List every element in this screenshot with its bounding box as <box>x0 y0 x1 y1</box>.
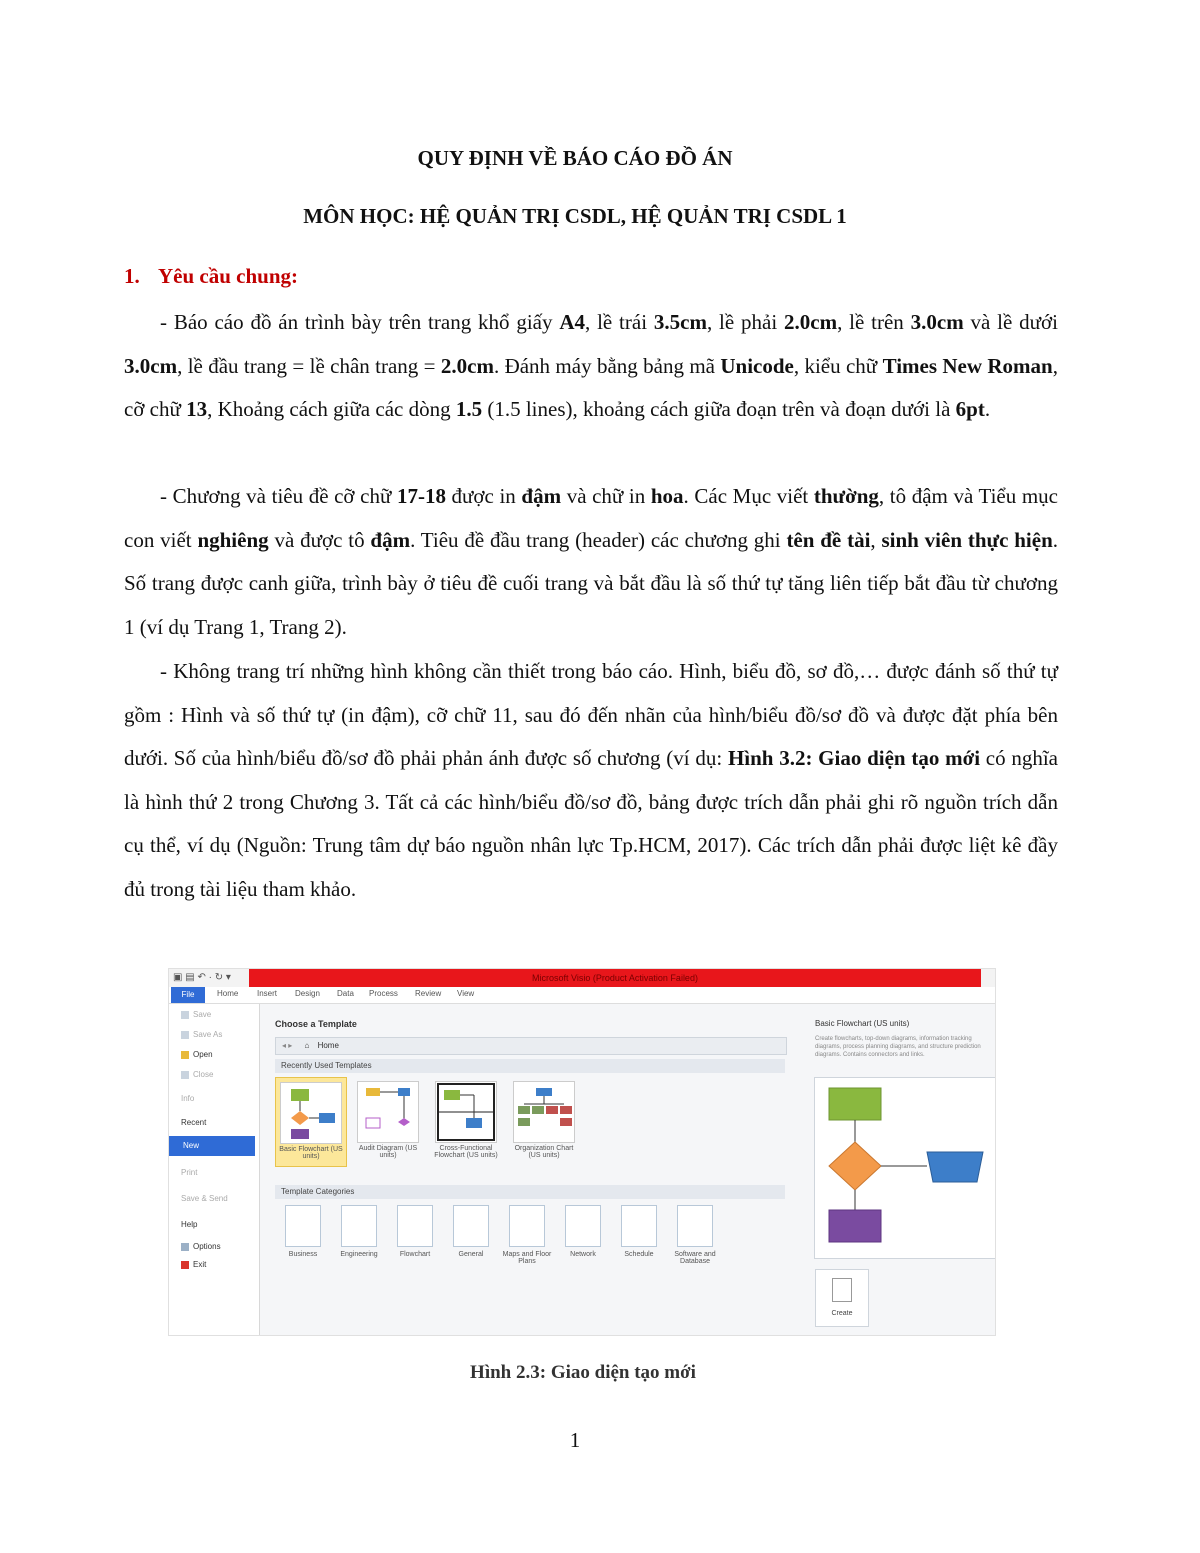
home-icon[interactable]: ⌂ <box>304 1041 310 1050</box>
audit-diagram-icon <box>358 1082 418 1142</box>
category-schedule[interactable]: Schedule <box>613 1205 665 1258</box>
category-software[interactable]: Software and Database <box>669 1205 721 1265</box>
nav-help[interactable]: Help <box>181 1220 198 1229</box>
business-icon <box>285 1205 321 1247</box>
tab-design[interactable]: Design <box>295 989 320 998</box>
nav-print[interactable]: Print <box>181 1168 198 1177</box>
software-icon <box>677 1205 713 1247</box>
section-title: Yêu cầu chung: <box>158 264 299 288</box>
category-maps[interactable]: Maps and Floor Plans <box>501 1205 553 1265</box>
nav-save[interactable]: Save <box>181 1010 211 1019</box>
preview-description: Create flowcharts, top-down diagrams, information tracking diagrams, process planning diagrams, and structure prediction diagrams. Contains connectors and links. <box>815 1036 981 1058</box>
backstage-nav <box>169 1004 260 1335</box>
preview-title: Basic Flowchart (US units) <box>815 1019 910 1028</box>
category-engineering[interactable]: Engineering <box>333 1205 385 1258</box>
tab-data[interactable]: Data <box>337 989 354 998</box>
preview-image <box>814 1077 996 1259</box>
create-button[interactable]: Create <box>815 1269 869 1327</box>
template-cross-functional[interactable]: Cross-Functional Flowchart (US units) <box>431 1077 501 1165</box>
maps-icon <box>509 1205 545 1247</box>
basic-flowchart-icon <box>281 1083 341 1143</box>
category-business[interactable]: Business <box>277 1205 329 1258</box>
audit-diagram-thumbnail <box>357 1081 419 1143</box>
template-organization-chart[interactable]: Organization Chart (US units) <box>509 1077 579 1165</box>
general-icon <box>453 1205 489 1247</box>
app-title: Microsoft Visio (Product Activation Failed) <box>249 969 981 987</box>
paragraph-1: - Báo cáo đồ án trình bày trên trang khổ giấy A4, lề trái 3.5cm, lề phải 2.0cm, lề trên 3.0cm và lề dưới 3.0cm, lề đầu trang = lề chân trang = 2.0cm. Đánh máy bằng bảng mã Unicode, kiểu chữ Times New Roman, cỡ chữ 13, Khoảng cách giữa các dòng 1.5 (1.5 lines), khoảng cách giữa đoạn trên và đoạn dưới là 6pt. <box>124 310 1058 422</box>
figure-screenshot <box>168 968 996 1336</box>
nav-new[interactable]: New <box>169 1136 255 1156</box>
flowchart-preview-icon <box>815 1078 995 1258</box>
tab-insert[interactable]: Insert <box>257 989 278 998</box>
template-audit-diagram[interactable]: Audit Diagram (US units) <box>353 1077 423 1165</box>
document-icon <box>832 1278 852 1302</box>
template-categories-header: Template Categories <box>275 1185 785 1199</box>
nav-options[interactable]: Options <box>181 1242 221 1251</box>
nav-save-as[interactable]: Save As <box>181 1030 222 1039</box>
page-number: 1 <box>569 1428 581 1452</box>
home-link[interactable]: Home <box>317 1041 339 1050</box>
choose-template-label: Choose a Template <box>275 1019 357 1029</box>
paragraph-3: - Không trang trí những hình không cần thiết trong báo cáo. Hình, biểu đồ, sơ đồ,… được đánh số thứ tự gồm : Hình và số thứ tự (in đậm), cỡ chữ 11, sau đó đến nhãn của hình/biểu đồ/sơ đồ và được đặt phía bên dưới. Số của hình/biểu đồ/sơ đồ phải phản ánh được số chương (ví dụ: Hình 3.2: Giao diện tạo mới có nghĩa là hình thứ 2 trong Chương 3. Tất cả các hình/biểu đồ/sơ đồ, bảng được trích dẫn phải ghi rõ nguồn trích dẫn cụ thể, ví dụ (Nguồn: Trung tâm dự báo nguồn nhân lực Tp.HCM, 2017). Các trích dẫn phải được liệt kê đầy đủ trong tài liệu tham khảo. <box>124 659 1059 901</box>
recent-templates-header: Recently Used Templates <box>275 1059 785 1073</box>
ribbon-tabs <box>169 987 995 1004</box>
org-chart-thumbnail <box>513 1081 575 1143</box>
section-heading <box>124 264 298 289</box>
tab-view[interactable]: View <box>457 989 475 998</box>
network-icon <box>565 1205 601 1247</box>
nav-recent[interactable]: Recent <box>181 1118 207 1127</box>
section-number: 1. <box>124 264 140 288</box>
app-titlebar <box>169 969 995 987</box>
back-icon[interactable]: ◂ ▸ <box>282 1041 293 1050</box>
doc-title: QUY ĐỊNH VỀ BÁO CÁO ĐỒ ÁN <box>417 146 733 170</box>
figure-caption: Hình 2.3: Giao diện tạo mới <box>470 1362 696 1383</box>
quick-access-icons[interactable]: ▣ ▤ ↶ · ↻ ▾ <box>173 972 231 983</box>
engineering-icon <box>341 1205 377 1247</box>
tab-process[interactable]: Process <box>369 989 398 998</box>
tab-home[interactable]: Home <box>217 989 239 998</box>
nav-info[interactable]: Info <box>181 1094 195 1103</box>
paragraph-2: - Chương và tiêu đề cỡ chữ 17-18 được in đậm và chữ in hoa. Các Mục viết thường, tô đậm và Tiểu mục con viết nghiêng và được tô đậm. Tiêu đề đầu trang (header) các chương ghi tên đề tài, sinh viên thực hiện. Số trang được canh giữa, trình bày ở tiêu đề cuối trang và bắt đầu là số thứ tự tăng liên tiếp bắt đầu từ chương 1 (ví dụ Trang 1, Trang 2). <box>124 484 1059 639</box>
category-general[interactable]: General <box>445 1205 497 1258</box>
doc-subtitle: MÔN HỌC: HỆ QUẢN TRỊ CSDL, HỆ QUẢN TRỊ CSDL 1 <box>303 204 847 228</box>
org-chart-icon <box>514 1082 574 1142</box>
schedule-icon <box>621 1205 657 1247</box>
tab-file[interactable]: File <box>171 987 205 1003</box>
flowchart-icon <box>397 1205 433 1247</box>
cross-functional-thumbnail <box>435 1081 497 1143</box>
category-flowchart[interactable]: Flowchart <box>389 1205 441 1258</box>
nav-close[interactable]: Close <box>181 1070 213 1079</box>
address-bar <box>275 1037 787 1055</box>
nav-exit[interactable]: Exit <box>181 1260 206 1269</box>
template-basic-flowchart[interactable]: Basic Flowchart (US units) <box>275 1077 347 1167</box>
basic-flowchart-thumbnail <box>280 1082 342 1144</box>
tab-review[interactable]: Review <box>415 989 442 998</box>
category-network[interactable]: Network <box>557 1205 609 1258</box>
nav-open[interactable]: Open <box>181 1050 213 1059</box>
nav-save-send[interactable]: Save & Send <box>181 1194 228 1203</box>
cross-functional-icon <box>436 1082 496 1142</box>
